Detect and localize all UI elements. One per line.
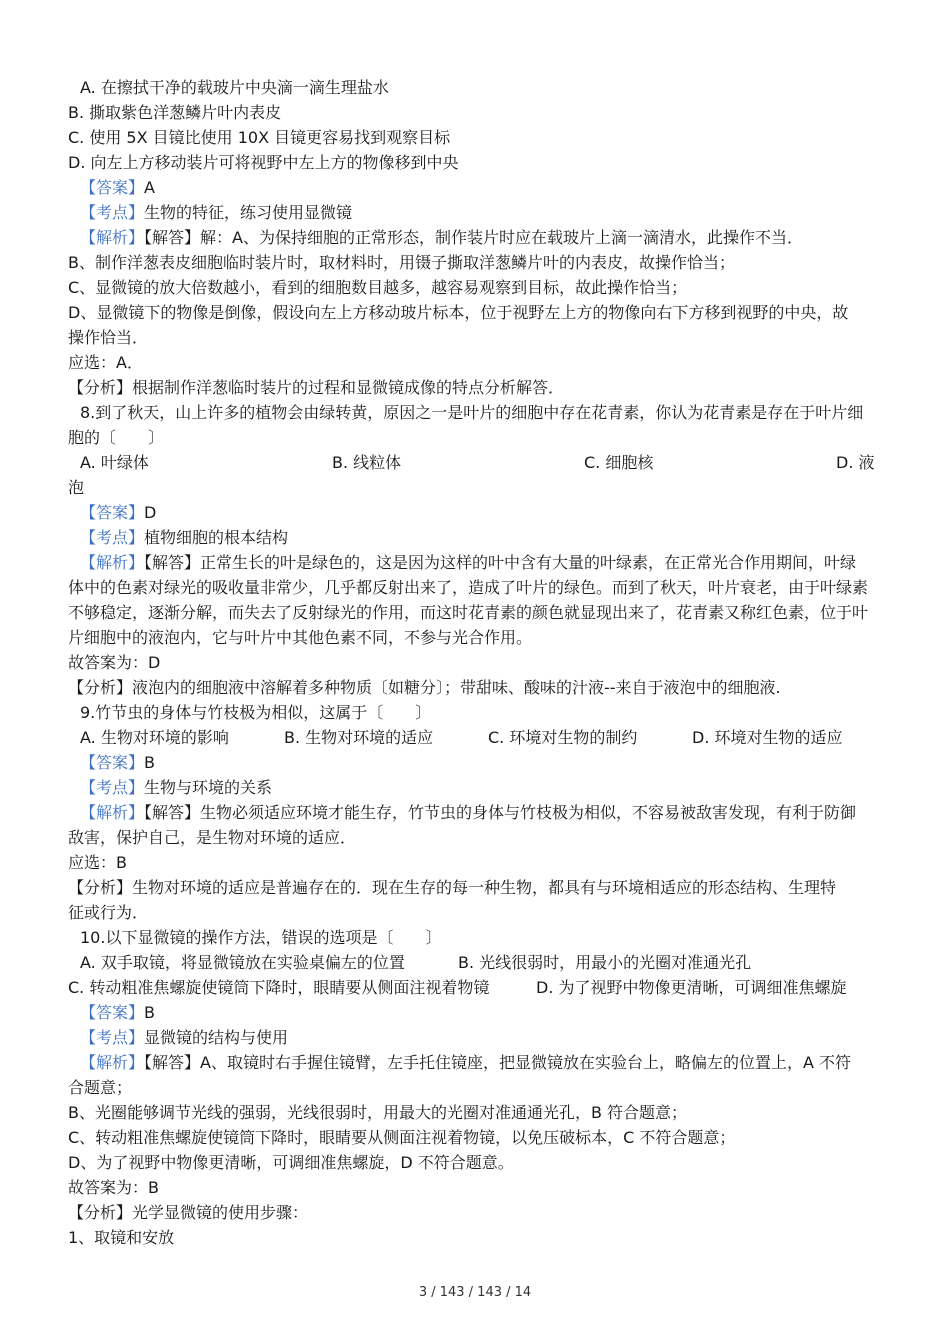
- q7-choice: 应选：A．: [68, 353, 143, 372]
- point-value: 显微镜的结构与使用: [144, 1028, 289, 1047]
- q7-option-c: C. 使用 5X 目镜比使用 10X 目镜更容易找到观察目标: [68, 128, 451, 147]
- q10-answer: [68, 1000, 888, 1025]
- analysis-text: 【解答】生物必须适应环境才能生存，竹节虫的身体与竹枝极为相似，不容易被敌害发现，有利于防御: [144, 803, 857, 822]
- q10-options-cd: [68, 975, 888, 1000]
- analysis-text: 【解答】A、取镜时右手握住镜臂，左手托住镜座，把显微镜放在实验台上，略偏左的位置上，A 不符: [144, 1053, 851, 1072]
- q7-option-b: B. 撕取紫色洋葱鳞片叶内表皮: [68, 103, 282, 122]
- q10-option-a: A. 双手取镜，将显微镜放在实验桌偏左的位置: [80, 953, 405, 972]
- point-value: 植物细胞的根本结构: [144, 528, 289, 547]
- q10-option-d: D. 为了视野中物像更清晰，可调细准焦螺旋: [536, 978, 847, 997]
- q8-choice: 故答案为：D: [68, 653, 161, 672]
- q9-option-b: B. 生物对环境的适应: [284, 728, 434, 747]
- q8-answer: [68, 500, 888, 525]
- q8-stem: 8.到了秋天，山上许多的植物会由绿转黄，原因之一是叶片的细胞中存在花青素，你认为花青素是存在于叶片细: [80, 403, 864, 422]
- point-value: 生物与环境的关系: [144, 778, 273, 797]
- point-value: 生物的特征，练习使用显微镜: [144, 203, 353, 222]
- q10-stem: 10.以下显微镜的操作方法，错误的选项是〔 〕: [80, 928, 442, 947]
- q9-option-d: D. 环境对生物的适应: [692, 728, 843, 747]
- answer-value: B: [144, 1003, 155, 1022]
- q8-analysis: [68, 550, 888, 575]
- answer-tag: 【答案】: [80, 503, 145, 522]
- analysis-text: 【解答】解：A、为保持细胞的正常形态，制作装片时应在载玻片上滴一滴清水，此操作不当．: [144, 228, 803, 247]
- q9-choice: 应选：B: [68, 853, 127, 872]
- analysis-tag: 【解析】: [80, 803, 145, 822]
- q8-option-b: B. 线粒体: [332, 453, 402, 472]
- q10-option-b: B. 光线很弱时，用最小的光圈对准通光孔: [458, 953, 752, 972]
- point-tag: 【考点】: [80, 1028, 145, 1047]
- answer-tag: 【答案】: [80, 178, 145, 197]
- q8-analysis-line: 不够稳定，逐渐分解，而失去了反射绿光的作用，而这时花青素的颜色就显现出来了，花青素又称红色素，位于叶: [68, 603, 869, 622]
- q9-analysis-line: 敌害，保护自己，是生物对环境的适应．: [68, 828, 357, 847]
- answer-value: D: [144, 503, 157, 522]
- answer-value: B: [144, 753, 155, 772]
- q10-point: [68, 1025, 888, 1050]
- page-content: [68, 75, 888, 1250]
- q10-analysis: [68, 1050, 888, 1075]
- q7-analysis: [68, 225, 888, 250]
- q7-analysis-line: B、制作洋葱表皮细胞临时装片时，取材料时，用镊子撕取洋葱鳞片叶的内表皮，故操作恰当；: [68, 253, 735, 272]
- q7-analysis-line: 操作恰当．: [68, 328, 149, 347]
- q8-summary: 【分析】液泡内的细胞液中溶解着多种物质〔如糖分〕；带甜味、酸味的汁液--来自于液泡中的细胞液.: [68, 678, 781, 697]
- q9-option-c: C. 环境对生物的制约: [488, 728, 638, 747]
- analysis-text: 【解答】正常生长的叶是绿色的，这是因为这样的叶中含有大量的叶绿素，在正常光合作用期间，叶绿: [144, 553, 857, 572]
- q8-options: [68, 450, 888, 475]
- point-tag: 【考点】: [80, 778, 145, 797]
- q8-stem-cont: 胞的〔 〕: [68, 428, 165, 447]
- answer-tag: 【答案】: [80, 1003, 145, 1022]
- q7-answer: [68, 175, 888, 200]
- point-tag: 【考点】: [80, 203, 145, 222]
- q9-option-a: A. 生物对环境的影响: [80, 728, 229, 747]
- q7-summary: 【分析】根据制作洋葱临时装片的过程和显微镜成像的特点分析解答．: [68, 378, 565, 397]
- q10-summary: 【分析】光学显微镜的使用步骤：: [68, 1203, 309, 1222]
- q10-analysis-line: C、转动粗准焦螺旋使镜筒下降时，眼睛要从侧面注视着物镜，以免压破标本，C 不符合题意；: [68, 1128, 736, 1147]
- q9-analysis: [68, 800, 888, 825]
- q8-analysis-line: 体中的色素对绿光的吸收量非常少，几乎都反射出来了，造成了叶片的绿色。而到了秋天，叶片衰老，由于叶绿素: [68, 578, 869, 597]
- q8-point: [68, 525, 888, 550]
- q9-point: [68, 775, 888, 800]
- q10-analysis-line: D、为了视野中物像更清晰，可调细准焦螺旋，D 不符合题意。: [68, 1153, 514, 1172]
- page-number: 3 / 143 / 143 / 14: [418, 1285, 532, 1300]
- q8-option-d-cont: 泡: [68, 478, 85, 497]
- q9-answer: [68, 750, 888, 775]
- answer-value: A: [144, 178, 155, 197]
- q7-point: [68, 200, 888, 225]
- answer-tag: 【答案】: [80, 753, 145, 772]
- analysis-tag: 【解析】: [80, 553, 145, 572]
- point-tag: 【考点】: [80, 528, 145, 547]
- q7-option-d: D. 向左上方移动装片可将视野中左上方的物像移到中央: [68, 153, 459, 172]
- q10-option-c: C. 转动粗准焦螺旋使镜筒下降时，眼睛要从侧面注视着物镜: [68, 978, 490, 997]
- q9-summary-cont: 征或行为．: [68, 903, 149, 922]
- q10-analysis-line: 合题意；: [68, 1078, 133, 1097]
- q10-choice: 故答案为：B: [68, 1178, 159, 1197]
- q8-analysis-line: 片细胞中的液泡内，它与叶片中其他色素不同，不参与光合作用。: [68, 628, 533, 647]
- q9-options: [68, 725, 888, 750]
- q10-analysis-line: B、光圈能够调节光线的强弱，光线很弱时，用最大的光圈对准通通光孔，B 符合题意；: [68, 1103, 688, 1122]
- q10-step: 1、取镜和安放: [68, 1228, 175, 1247]
- analysis-tag: 【解析】: [80, 1053, 145, 1072]
- q8-option-a: A. 叶绿体: [80, 453, 149, 472]
- q7-option-a: A. 在擦拭干净的载玻片中央滴一滴生理盐水: [80, 78, 389, 97]
- q10-options-ab: [68, 950, 888, 975]
- q8-option-d: D. 液: [836, 453, 875, 472]
- q9-summary: 【分析】生物对环境的适应是普遍存在的．现在生存的每一种生物，都具有与环境相适应的形态结构、生理特: [68, 878, 837, 897]
- q7-analysis-line: C、显微镜的放大倍数越小，看到的细胞数目越多，越容易观察到目标，故此操作恰当；: [68, 278, 688, 297]
- q8-option-c: C. 细胞核: [584, 453, 654, 472]
- q7-analysis-line: D、显微镜下的物像是倒像，假设向左上方移动玻片标本，位于视野左上方的物像向右下方移到视野的中央，故: [68, 303, 849, 322]
- analysis-tag: 【解析】: [80, 228, 145, 247]
- q9-stem: 9.竹节虫的身体与竹枝极为相似，这属于〔 〕: [80, 703, 432, 722]
